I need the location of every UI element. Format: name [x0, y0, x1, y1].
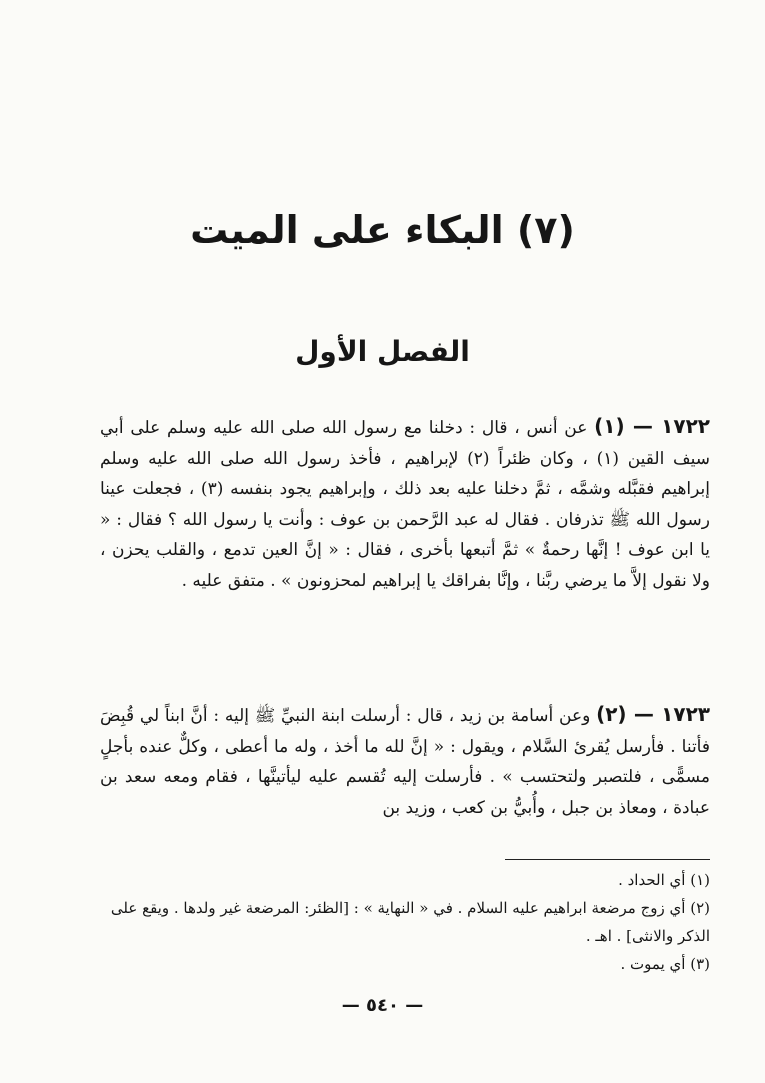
hadith-1723 [100, 699, 710, 823]
footnotes [100, 866, 710, 978]
section-title: الفصل الأول [295, 335, 470, 368]
footnote-3: (٣) أي يموت . [620, 955, 710, 973]
hadith-1722 [100, 411, 710, 596]
footnote-2: (٢) أي زوج مرضعة ابراهيم عليه السلام . في « النهاية » : [الظئر: المرضعة غير ولدها . ويقع على الذكر والانثى] . اهـ . [110, 899, 710, 945]
footnote-1: (١) أي الحداد . [618, 871, 710, 889]
footnote-divider [505, 859, 710, 860]
hadith-text: عن أنس ، قال : دخلنا مع رسول الله صلى الله عليه وسلم على أبي سيف القين (١) ، وكان ظئراً (٢) لإبراهيم ، فأخذ رسول الله صلى الله عليه وسلم إبراهيم فقبَّله وشمَّه ، ثمَّ دخلنا عليه بعد ذلك ، وإبراهيم يجود بنفسه (٣) ، فجعلت عينا رسول الله ﷺ تذرفان . فقال له عبد الرَّحمن بن عوف : وأنت يا رسول الله ؟ فقال : « يا ابن عوف ! إنَّها رحمةٌ » ثمَّ أتبعها بأخرى ، فقال : « إنَّ العين تدمع ، والقلب يحزن ، ولا نقول إلاَّ ما يرضي ربَّنا ، وإنَّا بفراقك يا إبراهيم لمحزونون » . متفق عليه . [100, 418, 710, 591]
hadith-number: ١٧٢٣ — (٢) [596, 702, 710, 726]
page-number: — ٥٤٠ — [341, 995, 424, 1016]
chapter-title: (٧) البكاء على الميت [190, 208, 575, 252]
hadith-number: ١٧٢٢ — (١) [594, 414, 710, 438]
hadith-text: وعن أسامة بن زيد ، قال : أرسلت ابنة النبيِّ ﷺ إليه : أنَّ ابناً لي قُبِضَ فأتنا . فأرسل يُقرئ السَّلام ، ويقول : « إنَّ لله ما أخذ ، وله ما أعطى ، وكلٌّ عنده بأجلٍ مسمًّى ، فلتصبر ولتحتسب » . فأرسلت إليه تُقسم عليه ليأتينَّها ، فقام ومعه سعد بن عبادة ، ومعاذ بن جبل ، وأُبيُّ بن كعب ، وزيد بن [100, 706, 710, 818]
